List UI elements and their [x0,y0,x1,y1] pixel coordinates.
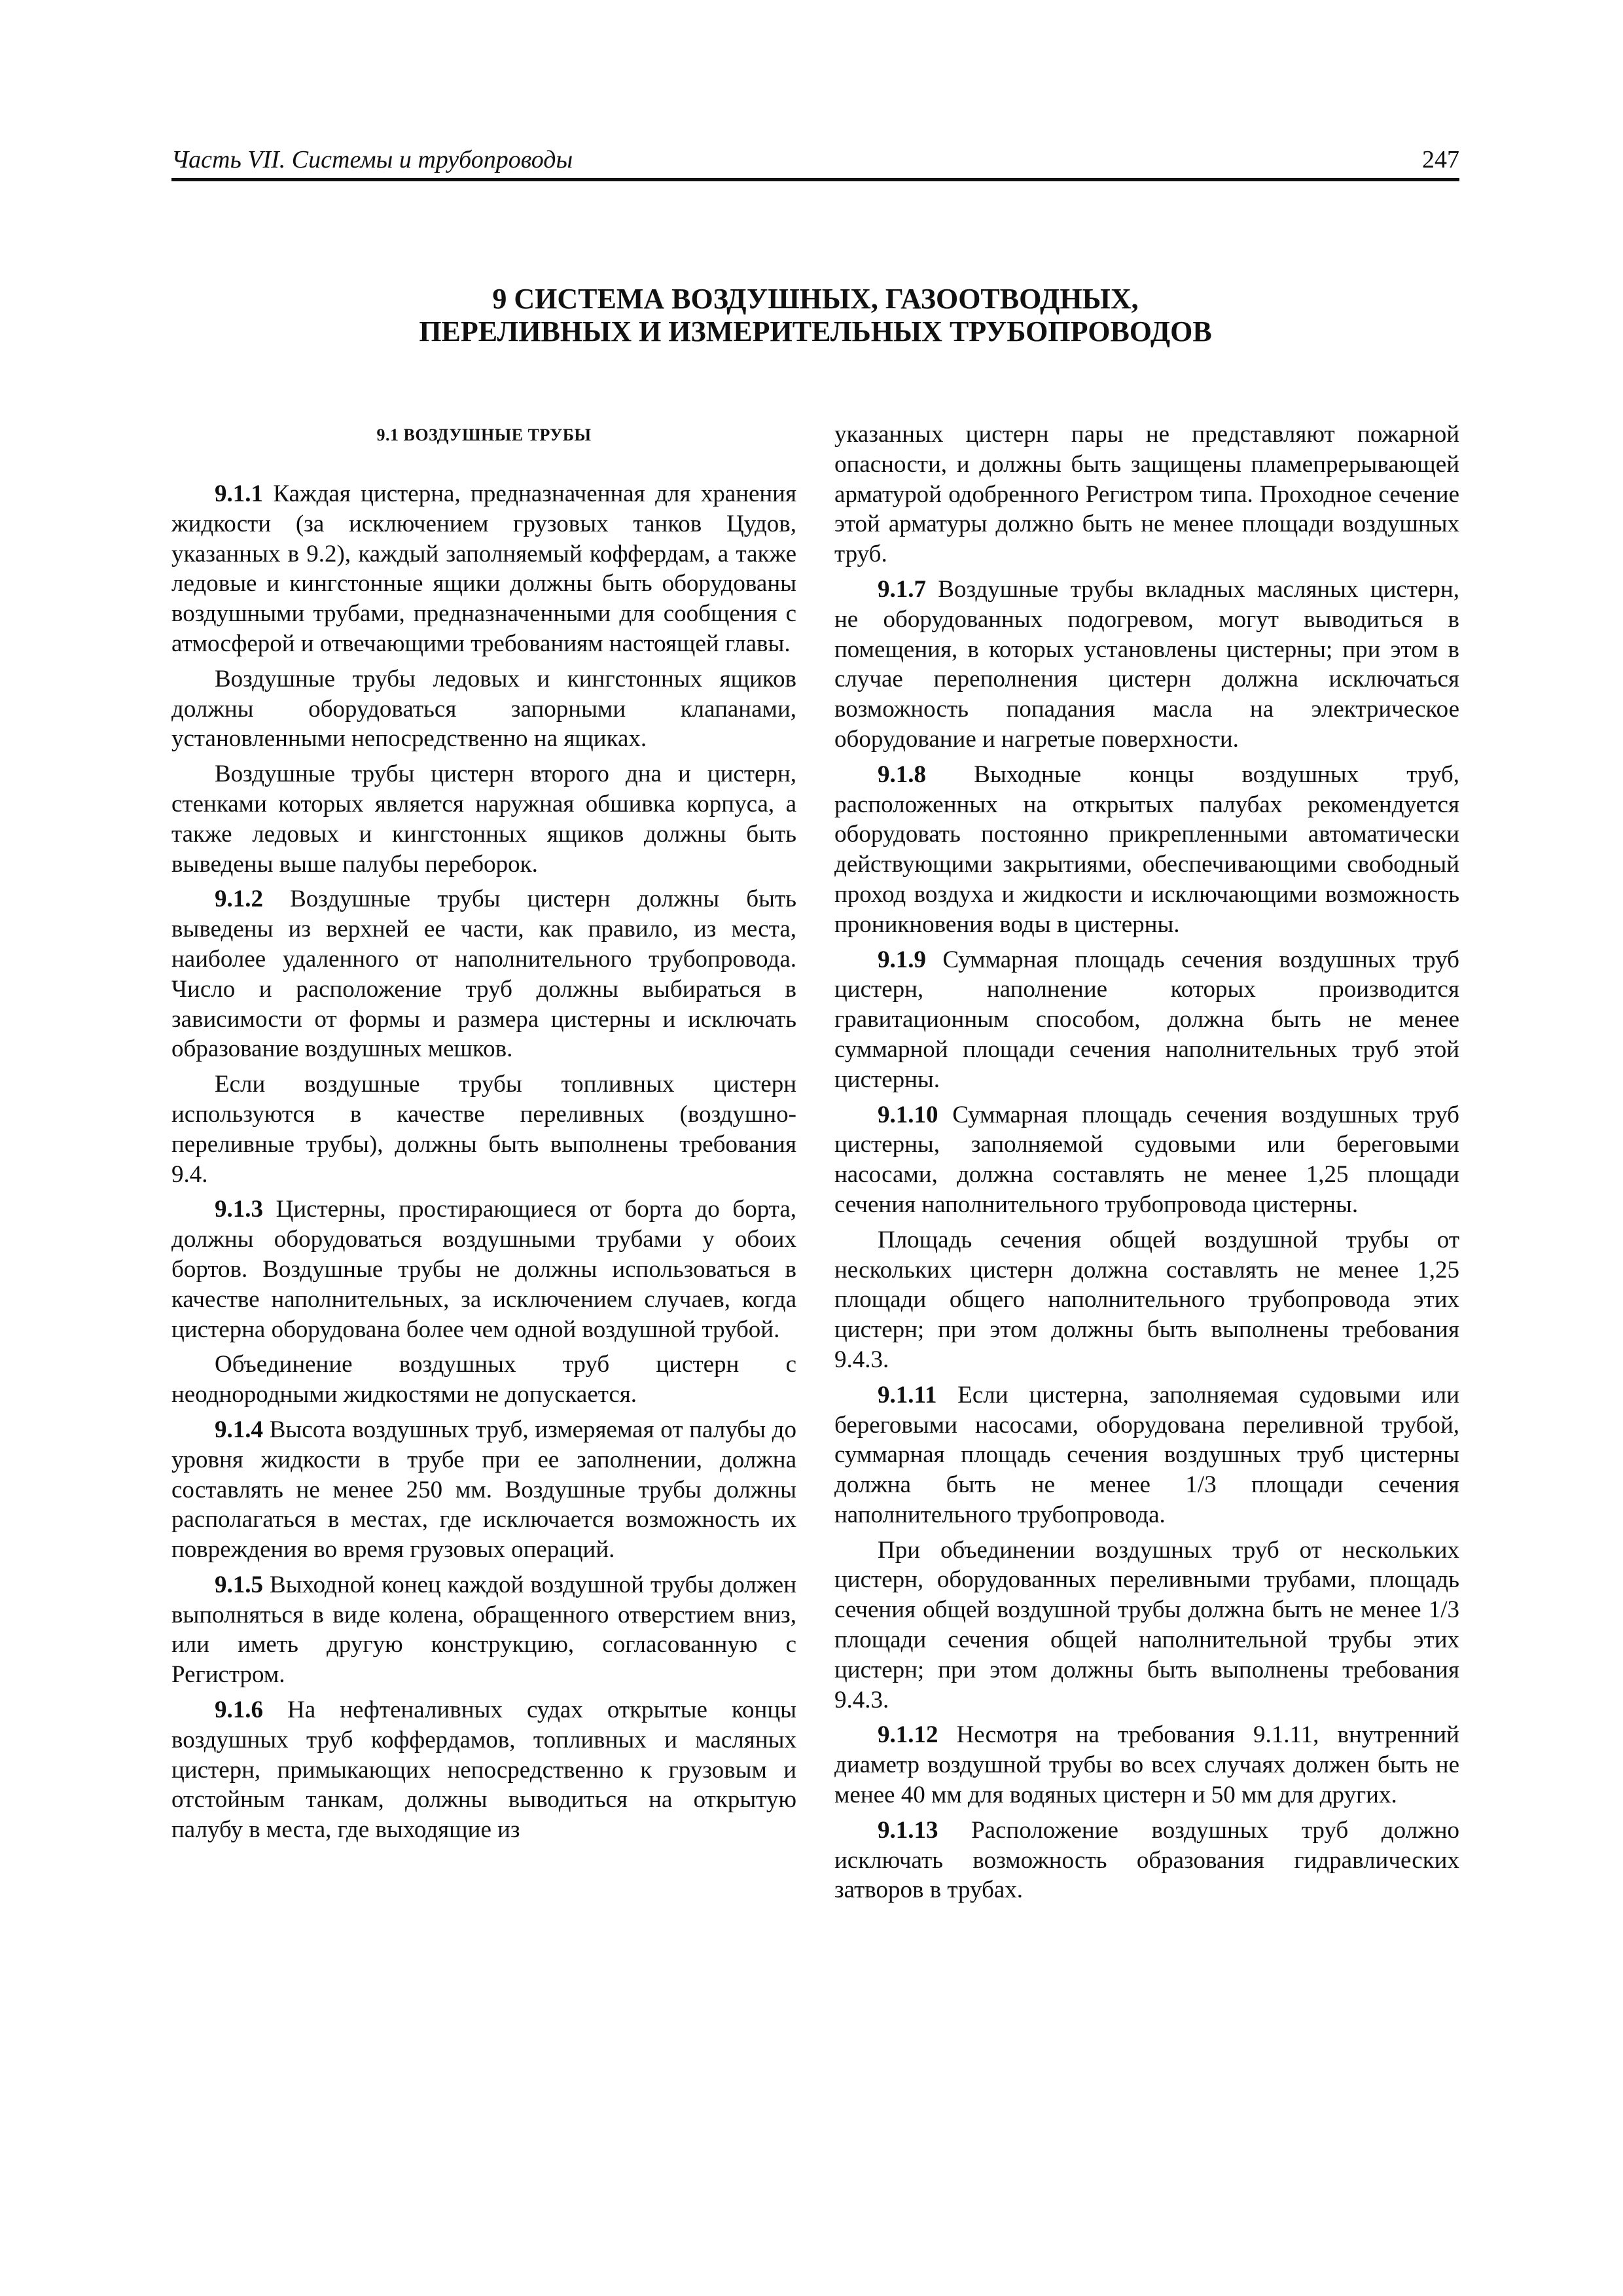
clause-number: 9.1.13 [878,1816,938,1844]
paragraph-text: Воздушные трубы вкладных масляных цистерн, не оборудованных подогревом, могут выводиться в помещения, в которых установлены цистерны; при этом в случае переполнения цистерн должна исключаться возможность попадания масла на электрическое оборудование и нагретые поверхности. [834,575,1459,753]
paragraph-text: Объединение воздушных труб цистерн с неоднородными жидкостями не допускается. [171,1351,796,1408]
section-heading: 9.1 ВОЗДУШНЫЕ ТРУБЫ [376,425,592,444]
clause-number: 9.1.12 [878,1721,938,1749]
paragraph-text: Воздушные трубы ледовых и кингстонных ящиков должны оборудоваться запорными клапанами, установленными непосредственно на ящиках. [171,665,796,753]
paragraph [171,1415,796,1565]
paragraph [171,664,796,754]
paragraph-text: Цистерны, простирающиеся от борта до борта, должны оборудоваться воздушными трубами у обоих бортов. Воздушные трубы не должны использоваться в качестве наполнительных, за исключением случаев, когда цистерна оборудована более чем одной воздушной трубой. [171,1196,796,1343]
paragraph [171,1350,796,1410]
running-title: Часть VII. Системы и трубопроводы [171,146,573,173]
paragraph-text: Воздушные трубы цистерн второго дна и цистерн, стенками которых является наружная обшивка корпуса, а также ледовых и кингстонных ящиков должны быть выведены выше палубы переборок. [171,761,796,878]
paragraph [171,759,796,879]
paragraph [171,1695,796,1845]
paragraph [834,1720,1459,1810]
chapter-title-line-2: ПЕРЕЛИВНЫХ И ИЗМЕРИТЕЛЬНЫХ ТРУБОПРОВОДОВ [419,315,1212,348]
paragraph [834,575,1459,755]
paragraph [834,1100,1459,1220]
page-number: 247 [1422,146,1459,173]
clause-number: 9.1.6 [215,1696,263,1724]
paragraph-text: Выходные концы воздушных труб, расположенных на открытых палубах рекомендуется оборудовать постоянно прикрепленными автоматически действующими закрытиями, обеспечивающими свободный проход воздуха и жидкости и исключающими возможность проникновения воды в цистерны. [834,761,1459,938]
chapter-title [171,283,1459,348]
paragraph-text: Воздушные трубы цистерн должны быть выведены из верхней ее части, как правило, из места, наиболее удаленного от наполнительного трубопровода. Число и расположение труб должны выбираться в зависимости от формы и размера цистерны и исключать образование воздушных мешков. [171,886,796,1063]
clause-number: 9.1.5 [215,1571,263,1598]
paragraph-text: Высота воздушных труб, измеряемая от палубы до уровня жидкости в трубе при ее заполнении, должна составлять не менее 250 мм. Воздушные трубы должны располагаться в местах, где исключается возможность их повреждения во время грузовых операций. [171,1416,796,1564]
paragraph [171,884,796,1064]
clause-number: 9.1.9 [878,946,926,973]
paragraph-text: Выходной конец каждой воздушной трубы должен выполняться в виде колена, обращенного отверстием вниз, или иметь другую конструкцию, согласованную с Регистром. [171,1571,796,1689]
paragraph [171,479,796,659]
paragraph [171,1570,796,1690]
clause-number: 9.1.11 [878,1381,937,1408]
clause-number: 9.1.3 [215,1196,263,1223]
paragraph-text: Расположение воздушных труб должно исключать возможность образования гидравлических затворов в трубах. [834,1816,1459,1904]
paragraph-text: Если цистерна, заполняемая судовыми или береговыми насосами, оборудована переливной трубой, суммарная площадь сечения воздушных труб цистерны должна быть не менее 1/3 площади сечения наполнительного трубопровода. [834,1381,1459,1528]
paragraph-text: указанных цистерн пары не представляют пожарной опасности, и должны быть защищены пламепрерывающей арматурой одобренного Регистром типа. Проходное сечение этой арматуры должно быть не менее площади воздушных труб. [834,421,1459,568]
paragraph-text: На нефтеналивных судах открытые концы воздушных труб коффердамов, топливных и масляных цистерн, примыкающих непосредственно к грузовым и отстойным танкам, должны выводиться на открытую палубу в места, где выходящие из [171,1696,796,1844]
paragraph [834,1225,1459,1375]
paragraph-text: Несмотря на требования 9.1.11, внутренний диаметр воздушной трубы во всех случаях должен быть не менее 40 мм для водяных цистерн и 50 мм для других. [834,1721,1459,1809]
paragraph [171,1194,796,1344]
clause-number: 9.1.2 [215,886,263,913]
paragraph-text: Суммарная площадь сечения воздушных труб цистерн, наполнение которых производится гравитационным способом, должна быть не менее суммарной площади сечения наполнительных труб этой цистерны. [834,946,1459,1093]
clause-number: 9.1.7 [878,575,926,603]
paragraph-text: Суммарная площадь сечения воздушных труб цистерны, заполняемой судовыми или береговыми насосами, должна составлять не менее 1,25 площади сечения наполнительного трубопровода цистерны. [834,1101,1459,1218]
paragraph [834,760,1459,940]
page-header [171,140,1459,181]
paragraph [834,945,1459,1095]
paragraph-text: При объединении воздушных труб от нескольких цистерн, оборудованных переливными трубами, площадь сечения общей воздушной трубы должна быть не менее 1/3 площади сечения общей наполнительной трубы этих цистерн; при этом должны быть выполнены требования 9.4.3. [834,1536,1459,1713]
clause-number: 9.1.1 [215,480,263,507]
paragraph [171,1069,796,1189]
paragraph [834,1380,1459,1530]
right-column [834,420,1459,1910]
clause-number: 9.1.10 [878,1101,938,1128]
chapter-title-line-1: 9 СИСТЕМА ВОЗДУШНЫХ, ГАЗООТВОДНЫХ, [492,283,1139,315]
paragraph [834,1535,1459,1715]
clause-number: 9.1.8 [878,761,926,788]
clause-number: 9.1.4 [215,1416,263,1443]
paragraph-text: Каждая цистерна, предназначенная для хранения жидкости (за исключением грузовых танков Цудов, указанных в 9.2), каждый заполняемый коффердам, а также ледовые и кингстонные ящики должны быть оборудованы воздушными трубами, предназначенными для сообщения с атмосферой и отвечающими требованиям настоящей главы. [171,480,796,657]
paragraph [834,1816,1459,1905]
paragraph-text: Площадь сечения общей воздушной трубы от нескольких цистерн должна составлять не менее 1,25 площади общего наполнительного трубопровода этих цистерн; при этом должны быть выполнены требования 9.4.3. [834,1226,1459,1373]
paragraph-continuation [834,420,1459,569]
left-column [171,419,796,1850]
paragraph-text: Если воздушные трубы топливных цистерн используются в качестве переливных (воздушно-переливные трубы), должны быть выполнены требования 9.4. [171,1071,796,1188]
